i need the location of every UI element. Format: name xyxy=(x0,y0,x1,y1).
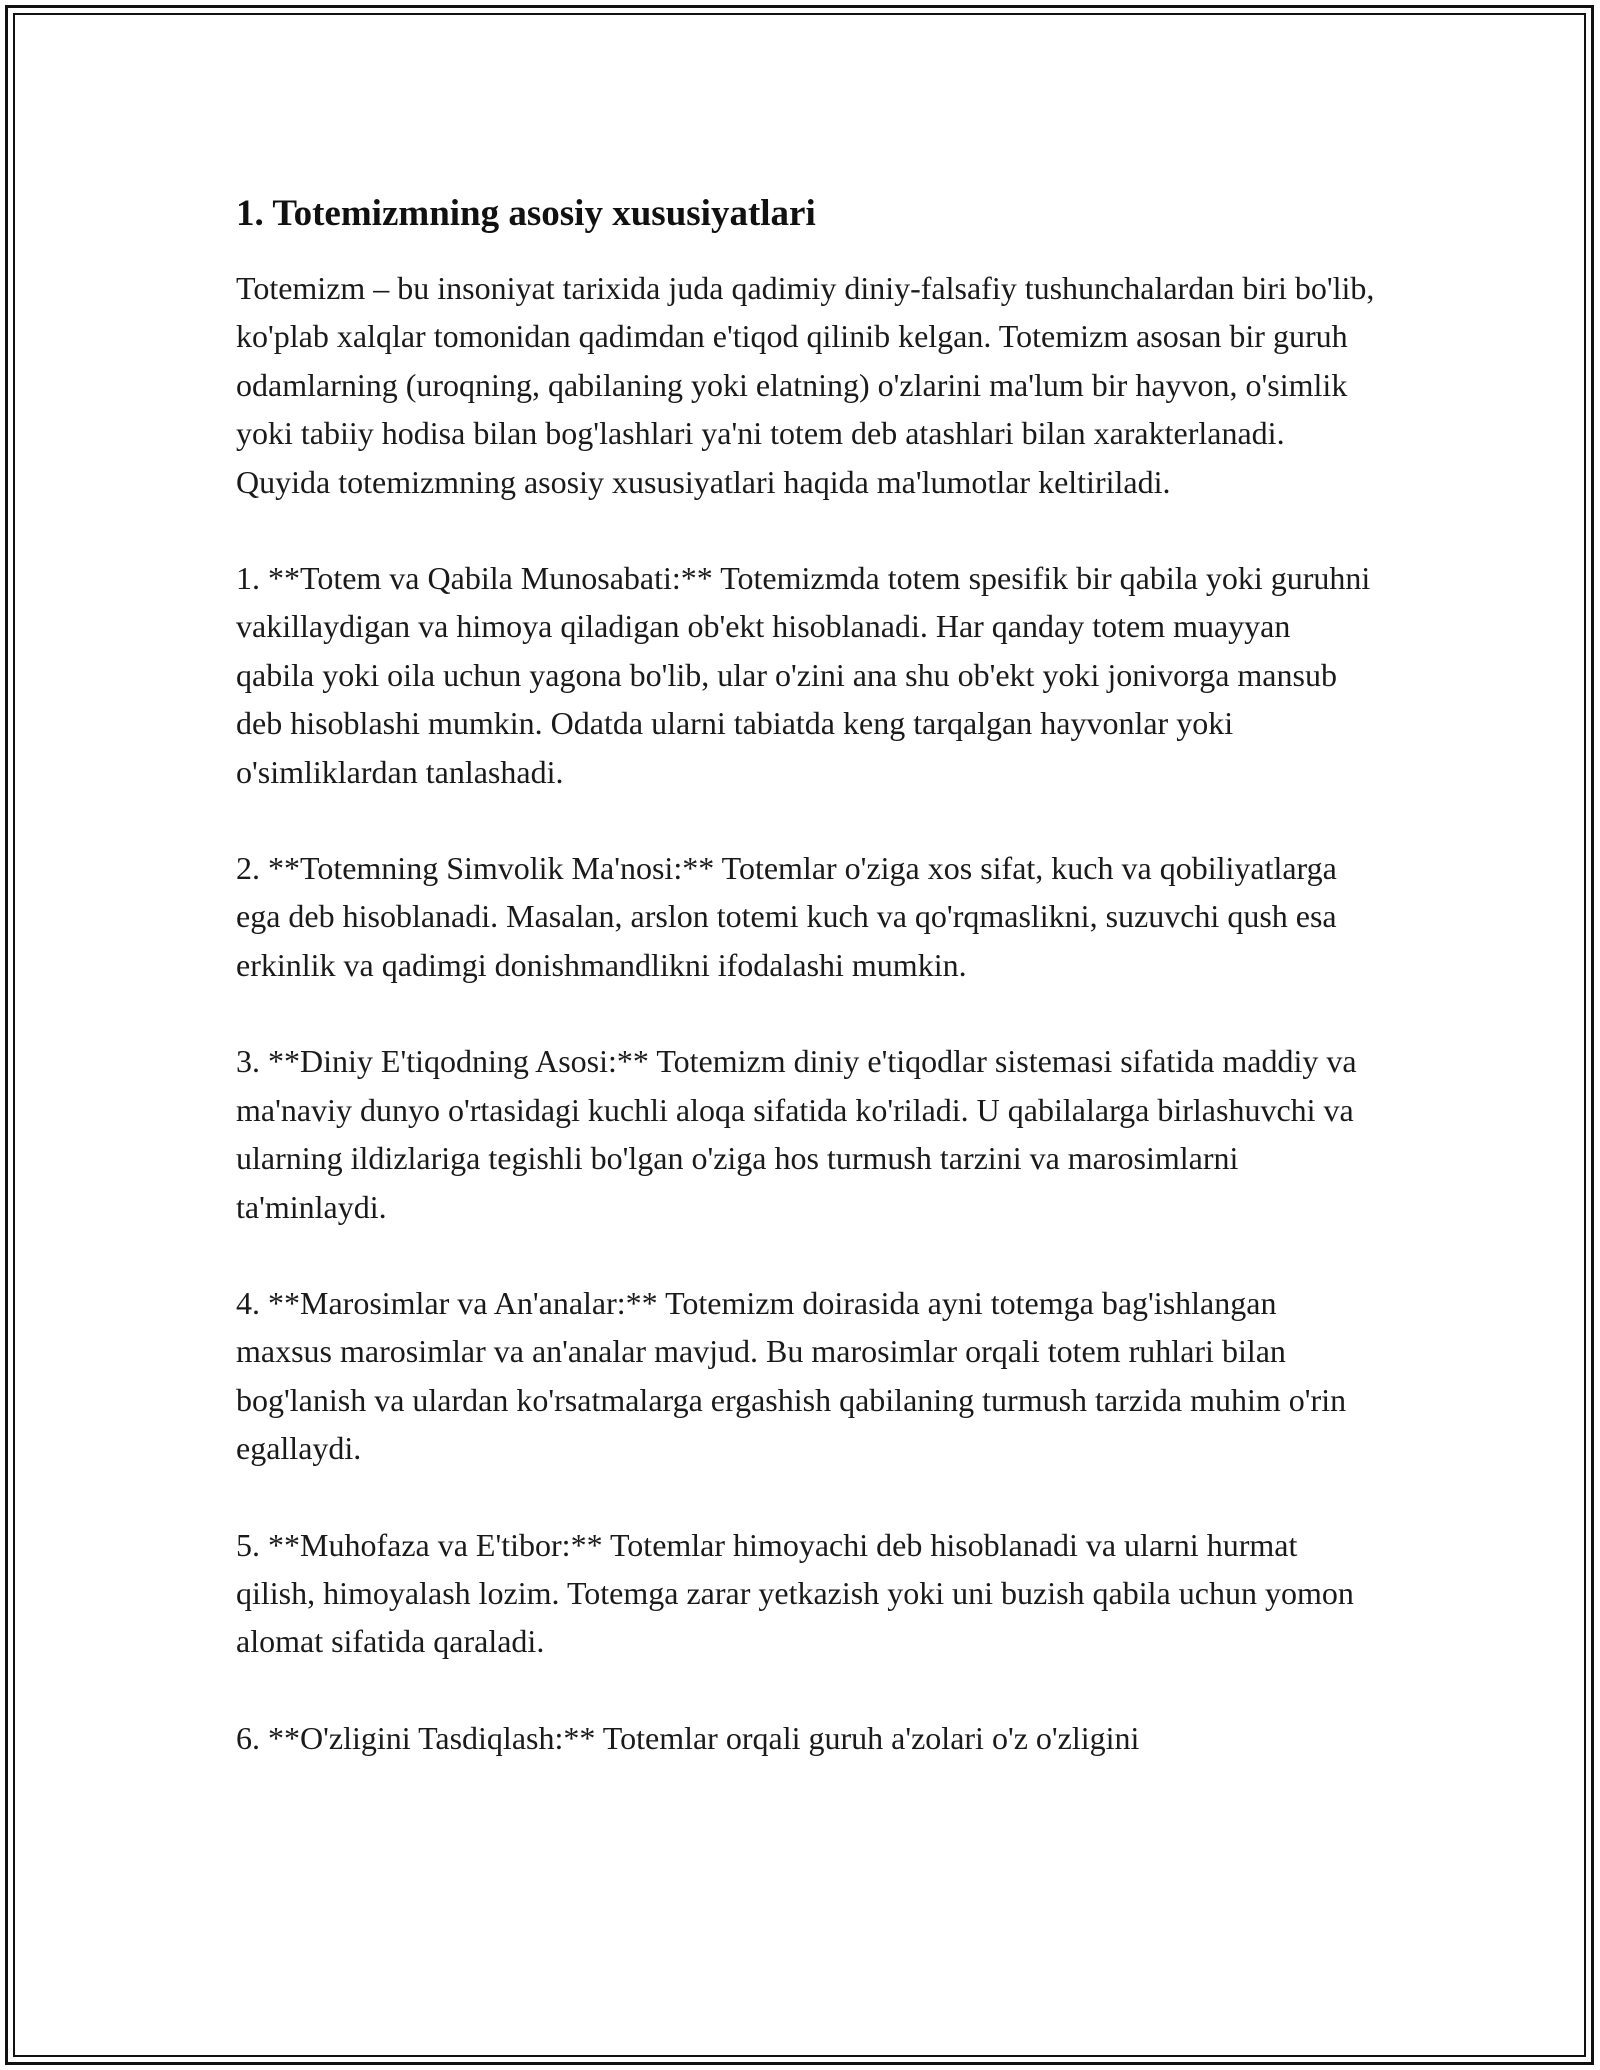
list-item-ozligini-tasdiqlash: 6. **O'zligini Tasdiqlash:** Totemlar orqali guruh a'zolari o'z o'zligini xyxy=(236,1719,1140,1756)
list-item-totem-qabila: 1. **Totem va Qabila Munosabati:** Totemizmda totem spesifik bir qabila yoki guruhni vakillaydigan va himoya qiladigan ob'ekt hisoblanadi. Har qanday totem muayyan qabila yoki oila uchun yagona bo'lib, ular o'zini ana shu ob'ekt yoki jonivorga mansub deb hisoblashi mumkin. Odatda ularni tabiatda keng tarqalgan hayvonlar yoki o'simliklardan tanlashadi. xyxy=(236,560,1371,790)
list-item-marosimlar: 4. **Marosimlar va An'analar:** Totemizm doirasida ayni totemga bag'ishlangan maxsus marosimlar va an'analar mavjud. Bu marosimlar orqali totem ruhlari bilan bog'lanish va ulardan ko'rsatmalarga ergashish qabilaning turmush tarzida muhim o'rin egallaydi. xyxy=(236,1284,1347,1467)
intro-paragraph: Totemizm – bu insoniyat tarixida juda qadimiy diniy-falsafiy tushunchalardan biri bo'lib, ko'plab xalqlar tomonidan qadimdan e'tiqod qilinib kelgan. Totemizm asosan bir guruh odamlarning (uroqning, qabilaning yoki elatning) o'zlarini ma'lum bir hayvon, o'simlik yoki tabiiy hodisa bilan bog'lashlari ya'ni totem deb atashlari bilan xarakterlanadi. Quyida totemizmning asosiy xususiyatlari haqida ma'lumotlar keltiriladi. xyxy=(236,270,1375,500)
list-item-muhofaza: 5. **Muhofaza va E'tibor:** Totemlar himoyachi deb hisoblanadi va ularni hurmat qilish, himoyalash lozim. Totemga zarar yetkazish yoki uni buzish qabila uchun yomon alomat sifatida qaraladi. xyxy=(236,1526,1354,1660)
list-item-simvolik-manosi: 2. **Totemning Simvolik Ma'nosi:** Totemlar o'ziga xos sifat, kuch va qobiliyatlarga ega deb hisoblanadi. Masalan, arslon totemi kuch va qo'rqmaslikni, suzuvchi qush esa erkinlik va qadimgi donishmandlikni ifodalashi mumkin. xyxy=(236,850,1337,983)
section-heading: 1. Totemizmning asosiy xususiyatlari xyxy=(236,193,816,234)
list-item-diniy-etiqod: 3. **Diniy E'tiqodning Asosi:** Totemizm diniy e'tiqodlar sistemasi sifatida maddiy va ma'naviy dunyo o'rtasidagi kuchli aloqa sifatida ko'riladi. U qabilalarga birlashuvchi va ularning ildizlariga tegishli bo'lgan o'ziga hos turmush tarzini va marosimlarni ta'minlaydi. xyxy=(236,1043,1357,1225)
document-body xyxy=(236,190,1376,1762)
